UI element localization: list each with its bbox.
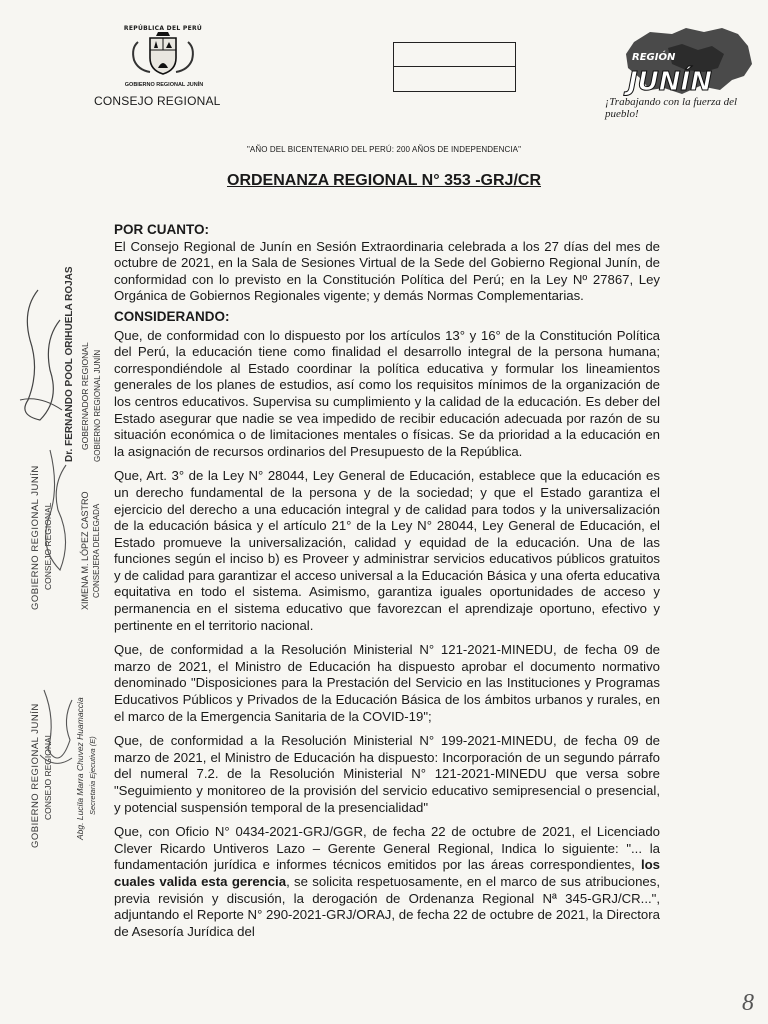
stamp-consejo-name: CONSEJO REGIONAL [43, 502, 53, 590]
gobierno-regional-label: GOBIERNO REGIONAL JUNÍN [124, 82, 204, 88]
region-junin-logo [620, 24, 756, 98]
por-cuanto-paragraph: El Consejo Regional de Junín en Sesión Extraordinaria celebrada a los 27 días del mes de octubre de 2021, en la Sala de Sesiones Virtual de la Sede del Gobierno Regional Junín, de conformidad con lo previsto en la Constitución Política del Perú; en la Ley Nº 27867, Ley Orgánica de Gobiernos Regionales vigente; y demás Normas Complementarias. [114, 238, 660, 304]
consejo-regional-header: CONSEJO REGIONAL [94, 94, 221, 108]
document-body [114, 222, 660, 948]
stamp-gobernador-title: GOBERNADOR REGIONAL [80, 342, 90, 450]
stamp-consejera-name: XIMENA M. LÓPEZ CASTRO [80, 491, 90, 610]
signature-scribbles [0, 250, 112, 970]
republica-label: REPÚBLICA DEL PERÚ [123, 25, 203, 32]
stamp-gobernador-org: GOBIERNO REGIONAL JUNÍN [93, 349, 102, 462]
page-number: 8 [742, 990, 754, 1016]
logo-region-text: REGIÓN [632, 52, 676, 63]
paragraph-5-part-b: , se solicita respetuosamente, en el marco de sus atribuciones, previa revisión y discusión, la derogación de Ordenanza Regional Nª 345-GRJ/CR...", adjuntando el Reporte N° 290-2021-GRJ/ORAJ, de fecha 22 de octubre de 2021, la Directora de Asesoría Jurídica del [114, 873, 660, 939]
considerando-paragraph-3: Que, de conformidad a la Resolución Ministerial N° 121-2021-MINEDU, de fecha 09 de marzo de 2021, el Ministro de Educación ha dispuesto aprobar el documento normativo denominado "Disposiciones para la Prestación del Servicio en las Instituciones y Programas Educativos Públicos y Privados de la Educación Básica de los ámbitos urbanos y rurales, en el marco de la Emergencia Sanitaria de la COVID-19"; [114, 642, 660, 724]
registration-stamp-box [393, 42, 516, 92]
ordenanza-title: ORDENANZA REGIONAL N° 353 -GRJ/CR [227, 172, 541, 189]
logo-junin-text: JUNÍN [628, 67, 712, 97]
stamp-secretaria-consejo: CONSEJO REGIONAL [43, 732, 53, 820]
stamp-secretaria-org: GOBIERNO REGIONAL JUNÍN [30, 703, 41, 848]
margin-stamps [0, 250, 112, 970]
considerando-paragraph-5 [114, 824, 660, 940]
considerando-paragraph-4: Que, de conformidad a la Resolución Ministerial N° 199-2021-MINEDU, de fecha 09 de marzo de 2021, el Ministro de Educación ha dispuesto: Incorporación de un segundo párrafo del numeral 7.2. de la Resolución Ministerial N° 121-2021-MINEDU que versa sobre "Seguimiento y monitoreo de la provisión del servicio educativo semipresencial o presencial, y potencial suspensión temporal de la presencialidad" [114, 733, 660, 815]
anio-bicentenario: "AÑO DEL BICENTENARIO DEL PERÚ: 200 AÑOS DE INDEPENDENCIA" [246, 145, 522, 154]
peru-coat-of-arms-icon [128, 28, 198, 78]
slogan: ¡Trabajando con la fuerza del pueblo! [605, 96, 738, 120]
stamp-secretaria-name: Abg. Lucila Marra Chuvez Huamaccia [75, 697, 85, 840]
stamp-secretaria-title: Secretaria Ejecutiva (E) [88, 736, 97, 815]
considerando-paragraph-2: Que, Art. 3° de la Ley N° 28044, Ley General de Educación, establece que la educación es un derecho fundamental de la persona y de la sociedad; y que el Estado garantiza el ejercicio del derecho a una educación integral y de calidad para todos y la universalización de la educación básica y el artículo 21° de la Ley N° 28044, Ley General de Educación, el Estado promueve la universalización, calidad y equidad de la educación. Una de las funciones según el inciso b) es Proveer y administrar servicios educativos públicos gratuitos y de calidad para garantizar el acceso universal a la Educación Básica y una oferta educativa equitativa en todo el sistema. Asimismo, garantiza iguales oportunidades de acceso y permanencia en el sistema educativo que favorezcan el aprendizaje oportuno, efectivo y pertinente en el territorio nacional. [114, 468, 660, 633]
stamp-gobernador-name: Dr. FERNANDO POOL ORIHUELA ROJAS [64, 266, 75, 462]
paragraph-5-part-a: Que, con Oficio N° 0434-2021-GRJ/GGR, de fecha 22 de octubre de 2021, el Licenciado Clever Ricardo Untiveros Lazo – Gerente General Regional, Indica lo siguiente: "... la fundamentación jurídica e informes técnicos emitidos por las áreas correspondientes, [114, 824, 660, 873]
considerando-paragraph-1: Que, de conformidad con lo dispuesto por los artículos 13° y 16° de la Constitución Política del Perú, la educación tiene como finalidad el desarrollo integral de la persona humana; correspondiéndole al Estado coordinar la política educativa y formular los lineamientos generales de los planes de estudios, así como los requisitos mínimos de la organización de los centros educativos. Supervisa su cumplimiento y la calidad de la educación. Es deber del Estado asegurar que nadie se vea impedido de recibir educación adecuada por razón de su situación económica o de limitaciones mentales o físicas. Se da prioridad a la educación en la asignación de recursos ordinarios del Presupuesto de la República. [114, 327, 660, 459]
paragraph-5-bold: los cuales valida esta gerencia [114, 857, 660, 889]
por-cuanto-heading: POR CUANTO: [114, 222, 210, 237]
stamp-consejo-org: GOBIERNO REGIONAL JUNÍN [30, 465, 41, 610]
considerando-heading: CONSIDERANDO: [114, 308, 230, 324]
stamp-consejera-title: CONSEJERA DELEGADA [92, 503, 101, 598]
